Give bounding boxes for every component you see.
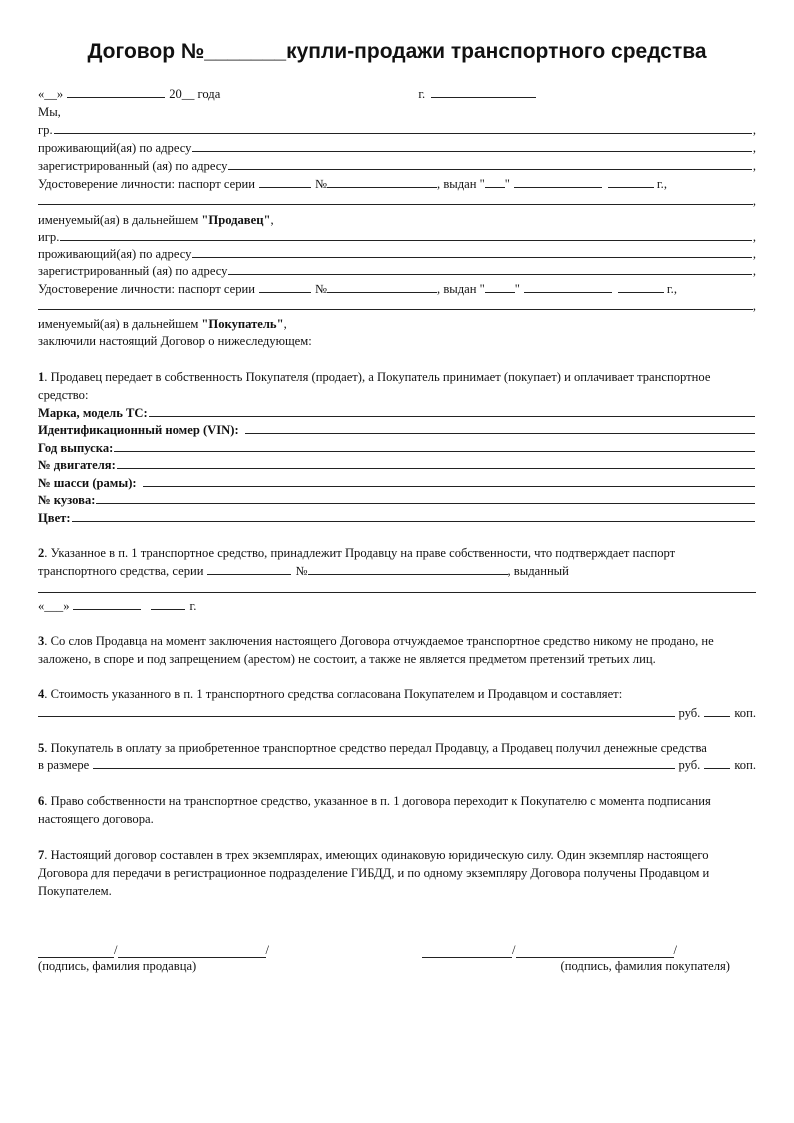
pts-date-year-field[interactable] [151,598,185,610]
vehicle-color-label: Цвет: [38,511,71,525]
seller-role: "Продавец" [201,213,271,227]
buyer-slash: / [512,943,516,957]
clause-6 [38,792,756,828]
payment-field[interactable] [93,757,674,769]
vehicle-make-label: Марка, модель ТС: [38,406,148,420]
buyer-name-field[interactable] [60,229,751,241]
seller-name-field[interactable] [54,122,752,134]
vehicle-year-field[interactable] [114,440,755,452]
buyer-role: "Покупатель" [201,317,284,331]
buyer-signature-caption: (подпись, фамилия покупателя) [560,959,730,973]
vehicle-body-field[interactable] [96,492,755,504]
buyer-issued-year-field[interactable] [618,281,664,293]
vehicle-vin-line [38,422,756,438]
seller-passport-line [38,176,756,192]
buyer-slash-end: / [673,943,677,957]
buyer-quote-close: " [514,282,520,296]
seller-citizen-label: гр. [38,123,53,137]
buyer-citizen-label: игр. [38,230,60,244]
seller-issuer-field[interactable] [38,193,753,205]
clause-2-text: . Указанное в п. 1 транспортное средство, принадлежит Продавцу на праве собственности, что подтверждает паспорт [44,546,676,560]
concluded-text: заключили настоящий Договор о нижеследующем: [38,334,312,348]
vehicle-chassis-field[interactable] [143,475,755,487]
seller-address-field[interactable] [192,140,751,152]
vehicle-color-line [38,510,756,526]
seller-registered-line: зарегистрированный (ая) по адресу , [38,159,756,173]
clause-3-text: . Со слов Продавца на момент заключения настоящего Договора отчуждаемое транспортное средство никому не продано, не заложено, в споре и под запрещением (арестом) не состоит, а также не является предметом претензий третьих лиц. [38,634,714,666]
clause-2-series-label: транспортного средства, серии [38,564,204,578]
clause-5-number: 5 [38,741,45,755]
vehicle-engine-label: № двигателя: [38,458,116,472]
buyer-issued-label: , выдан " [437,282,485,296]
clause-2-number: 2 [38,546,45,560]
buyer-issuer-field[interactable] [38,298,753,310]
clause-1-text: . Продавец передает в собственность Покупателя (продает), а Покупатель принимает (покупает) и оплачивает транспортное средство: [38,370,711,402]
seller-registered-field[interactable] [228,158,751,170]
vehicle-vin-field[interactable] [245,422,755,434]
clause-2-line-2 [38,563,756,579]
vehicle-body-line [38,492,756,508]
clause-4-amount-line [38,705,756,721]
pts-date-month-field[interactable] [73,598,141,610]
seller-year-label: г., [656,177,667,191]
buyer-named-label: именуемый(ая) в дальнейшем [38,317,199,331]
seller-signature-caption: (подпись, фамилия продавца) [38,959,197,973]
seller-comma: , [270,213,274,227]
vehicle-body-label: № кузова: [38,493,96,507]
seller-issued-label: , выдан " [437,177,485,191]
clause-3-number: 3 [38,634,45,648]
buyer-signature-line [422,942,677,958]
price-kop-label: коп. [734,706,756,720]
seller-passport-label: Удостоверение личности: паспорт серии [38,177,255,191]
seller-surname-field[interactable] [118,946,266,958]
seller-named-line [38,212,756,228]
buyer-signature-field[interactable] [422,946,512,958]
buyer-named-line [38,316,756,332]
date-city-line [38,86,756,102]
seller-signature-field[interactable] [38,946,114,958]
clause-2-line-1 [38,545,756,561]
pts-issued-label: , выданный [507,564,569,578]
clause-5-line-1 [38,740,756,756]
buyer-year-label: г., [666,282,677,296]
payment-size-label: в размере [38,758,90,772]
clause-4-text: . Стоимость указанного в п. 1 транспортного средства согласована Покупателем и Продавцом и составляет: [44,687,623,701]
date-year: 20__ года [169,87,221,101]
vehicle-engine-field[interactable] [117,457,755,469]
seller-name-line: гр. , [38,123,756,137]
vehicle-chassis-label: № шасси (рамы): [38,476,137,490]
buyer-issued-month-field[interactable] [524,281,612,293]
buyer-issued-day-field[interactable] [485,281,515,293]
pts-year-label: г. [189,599,197,613]
seller-num-label: № [315,177,328,191]
vehicle-chassis-line [38,475,756,491]
vehicle-make-line [38,405,756,421]
pts-issuer-field[interactable] [38,581,756,593]
buyer-num-label: № [315,282,328,296]
seller-signature-line [38,942,269,958]
clause-3 [38,632,756,668]
seller-passport-number-field[interactable] [327,176,437,188]
concluded-line [38,333,756,349]
vehicle-vin-label: Идентификационный номер (VIN): [38,423,239,437]
seller-quote-close: " [504,177,510,191]
payment-rub-label: руб. [678,758,701,772]
clause-7-text: . Настоящий договор составлен в трех экземплярах, имеющих одинаковую юридическую силу. Один экземпляр настоящего Договора для передачи в регистрационное подразделение ГИБДД, и по одному экземпляру Договора получены Продавцом и Покупателем. [38,848,710,898]
seller-issued-month-field[interactable] [514,176,602,188]
vehicle-year-label: Год выпуска: [38,441,114,455]
clause-1-number: 1 [38,370,45,384]
price-kop-field[interactable] [704,705,730,717]
seller-named-label: именуемый(ая) в дальнейшем [38,213,199,227]
pts-date-line [38,598,756,614]
seller-registered-label: зарегистрированный (ая) по адресу [38,159,228,173]
pts-issuer-line [38,581,756,597]
pts-num-label: № [295,564,308,578]
city-label: г. [418,87,426,101]
price-rub-label: руб. [678,706,701,720]
payment-kop-field[interactable] [704,757,730,769]
seller-passport-series-field[interactable] [259,176,311,188]
date-month-field[interactable] [67,86,165,98]
buyer-registered-field[interactable] [228,263,751,275]
vehicle-engine-line [38,457,756,473]
buyer-name-line: игр. , [38,230,756,244]
clause-5-text: . Покупатель в оплату за приобретенное транспортное средство передал Продавцу, а Продавец получил денежные средства [44,741,707,755]
payment-kop-label: коп. [734,758,756,772]
buyer-issuer-line: , [38,298,756,314]
buyer-passport-line [38,281,756,297]
buyer-resident-label: проживающий(ая) по адресу [38,247,192,261]
date-day: «__» [38,87,64,101]
vehicle-color-field[interactable] [72,510,755,522]
buyer-passport-series-field[interactable] [259,281,311,293]
seller-issued-year-field[interactable] [608,176,654,188]
seller-slash: / [114,943,118,957]
clause-6-text: . Право собственности на транспортное средство, указанное в п. 1 договора переходит к Покупателю с момента подписания настоящего договора. [38,794,711,826]
we-line [38,104,756,120]
clause-6-number: 6 [38,794,45,808]
clause-5-amount-line [38,757,756,773]
clause-1 [38,368,756,404]
seller-slash-end: / [265,943,269,957]
clause-7-number: 7 [38,848,45,862]
buyer-passport-number-field[interactable] [327,281,437,293]
buyer-registered-line: зарегистрированный (ая) по адресу , [38,264,756,278]
buyer-resident-line: проживающий(ая) по адресу , [38,247,756,261]
clause-7 [38,846,756,900]
pts-date-day: «___» [38,599,70,613]
vehicle-make-field[interactable] [149,405,755,417]
buyer-comma: , [283,317,287,331]
pts-series-field[interactable] [207,563,291,575]
price-field[interactable] [38,705,675,717]
clause-4-line-1 [38,686,756,702]
buyer-registered-label: зарегистрированный (ая) по адресу [38,264,228,278]
seller-resident-line: проживающий(ая) по адресу , [38,141,756,155]
city-field[interactable] [431,86,536,98]
we-label: Мы, [38,105,61,119]
seller-resident-label: проживающий(ая) по адресу [38,141,192,155]
seller-issuer-line: , [38,193,756,209]
page-title: Договор №_______купли-продажи транспортного средства [87,40,707,63]
buyer-passport-label: Удостоверение личности: паспорт серии [38,282,255,296]
clause-4-number: 4 [38,687,45,701]
pts-number-field[interactable] [308,563,508,575]
buyer-surname-field[interactable] [516,946,674,958]
seller-issued-day-field[interactable] [485,176,505,188]
buyer-address-field[interactable] [192,246,751,258]
vehicle-year-line [38,440,756,456]
